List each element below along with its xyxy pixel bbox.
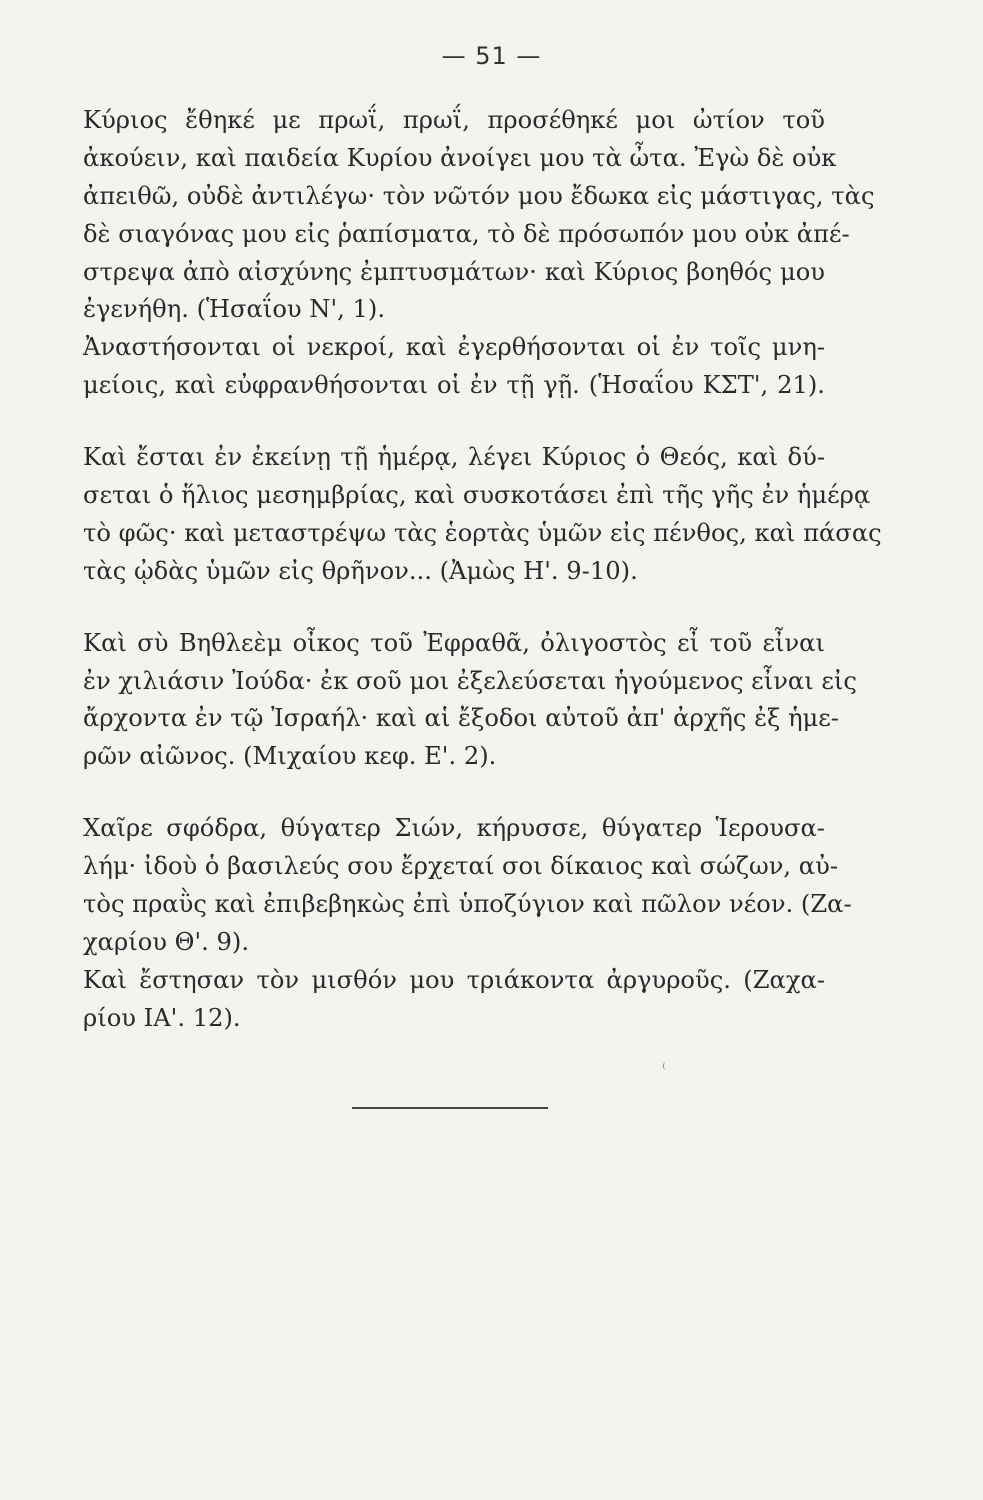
text-line: ἀπειθῶ, οὐδὲ ἀντιλέγω· τὸν νῶτόν μου ἔδωκα εἰς μάστιγας, τὰς xyxy=(83,181,875,210)
text-line: ἀκούειν, καὶ παιδεία Κυρίου ἀνοίγει μου τὰ ὦτα. Ἐγὼ δὲ οὐκ xyxy=(83,143,837,172)
text-line: χαρίου Θ'. 9). xyxy=(83,927,250,956)
text-line: Καὶ ἔστησαν τὸν μισθόν μου τριάκοντα ἀργυροῦς. (Ζαχα- xyxy=(83,965,825,994)
text-line: ἄρχοντα ἐν τῷ Ἰσραήλ· καὶ αἱ ἔξοδοι αὐτοῦ ἀπ' ἀρχῆς ἐξ ἡμε- xyxy=(83,704,839,733)
text-line: ἐγενήθη. (Ἡσαΐου Ν', 1). xyxy=(83,295,386,324)
end-rule xyxy=(352,1107,548,1109)
paragraph-gap xyxy=(83,405,825,439)
text-line: μείοις, καὶ εὐφρανθήσονται οἱ ἐν τῇ γῇ. (Ἡσαΐου ΚΣΤ', 21). xyxy=(83,371,825,400)
paragraph-amos-8 xyxy=(83,439,882,591)
paragraph-gap xyxy=(83,591,825,625)
text-line: δὲ σιαγόνας μου εἰς ῥαπίσματα, τὸ δὲ πρόσωπόν μου οὐκ ἀπέ- xyxy=(83,219,850,248)
text-line: ρίου ΙΑ'. 12). xyxy=(83,1003,241,1032)
text-line: τὸ φῶς· καὶ μεταστρέψω τὰς ἑορτὰς ὑμῶν εἰς πένθος, καὶ πάσας xyxy=(83,518,882,547)
text-line: Ἀναστήσονται οἱ νεκροί, καὶ ἐγερθήσονται οἱ ἐν τοῖς μνη- xyxy=(83,333,825,362)
text-line: στρεψα ἀπὸ αἰσχύνης ἐμπτυσμάτων· καὶ Κύριος βοηθός μου xyxy=(83,257,825,286)
text-line: Καὶ ἔσται ἐν ἐκείνῃ τῇ ἡμέρᾳ, λέγει Κύριος ὁ Θεός, καὶ δύ- xyxy=(83,443,825,472)
paragraph-zechariah-11 xyxy=(83,962,825,1038)
text-line: σεται ὁ ἥλιος μεσημβρίας, καὶ συσκοτάσει ἐπὶ τῆς γῆς ἐν ἡμέρᾳ xyxy=(83,481,871,510)
paragraph-isaiah-50 xyxy=(83,102,875,329)
paragraph-gap xyxy=(83,776,825,810)
text-line: λήμ· ἰδοὺ ὁ βασιλεύς σου ἔρχεταί σοι δίκαιος καὶ σώζων, αὐ- xyxy=(83,852,839,881)
paragraph-isaiah-26 xyxy=(83,329,825,405)
text-line: τὸς πραῢς καὶ ἐπιβεβηκὼς ἐπὶ ὑποζύγιον καὶ πῶλον νέον. (Ζα- xyxy=(83,890,852,919)
body-text xyxy=(83,102,882,1038)
text-line: Καὶ σὺ Βηθλεὲμ οἶκος τοῦ Ἐφραθᾶ, ὀλιγοστὸς εἶ τοῦ εἶναι xyxy=(83,628,825,657)
paragraph-micah-5 xyxy=(83,625,857,777)
paragraph-zechariah-9 xyxy=(83,810,852,962)
text-line: τὰς ᾠδὰς ὑμῶν εἰς θρῆνον... (Ἀμὼς Η'. 9-10). xyxy=(83,556,638,585)
text-line: ἐν χιλιάσιν Ἰούδα· ἐκ σοῦ μοι ἐξελεύσεται ἡγούμενος εἶναι εἰς xyxy=(83,666,857,695)
text-line: Χαῖρε σφόδρα, θύγατερ Σιών, κήρυσσε, θύγατερ Ἱερουσα- xyxy=(83,814,825,843)
text-line: ρῶν αἰῶνος. (Μιχαίου κεφ. Ε'. 2). xyxy=(83,742,497,771)
print-speck xyxy=(663,1062,668,1070)
text-line: Κύριος ἔθηκέ με πρωΐ, πρωΐ, προσέθηκέ μοι ὠτίον τοῦ xyxy=(83,106,825,134)
page-number: — 51 — xyxy=(441,42,542,70)
